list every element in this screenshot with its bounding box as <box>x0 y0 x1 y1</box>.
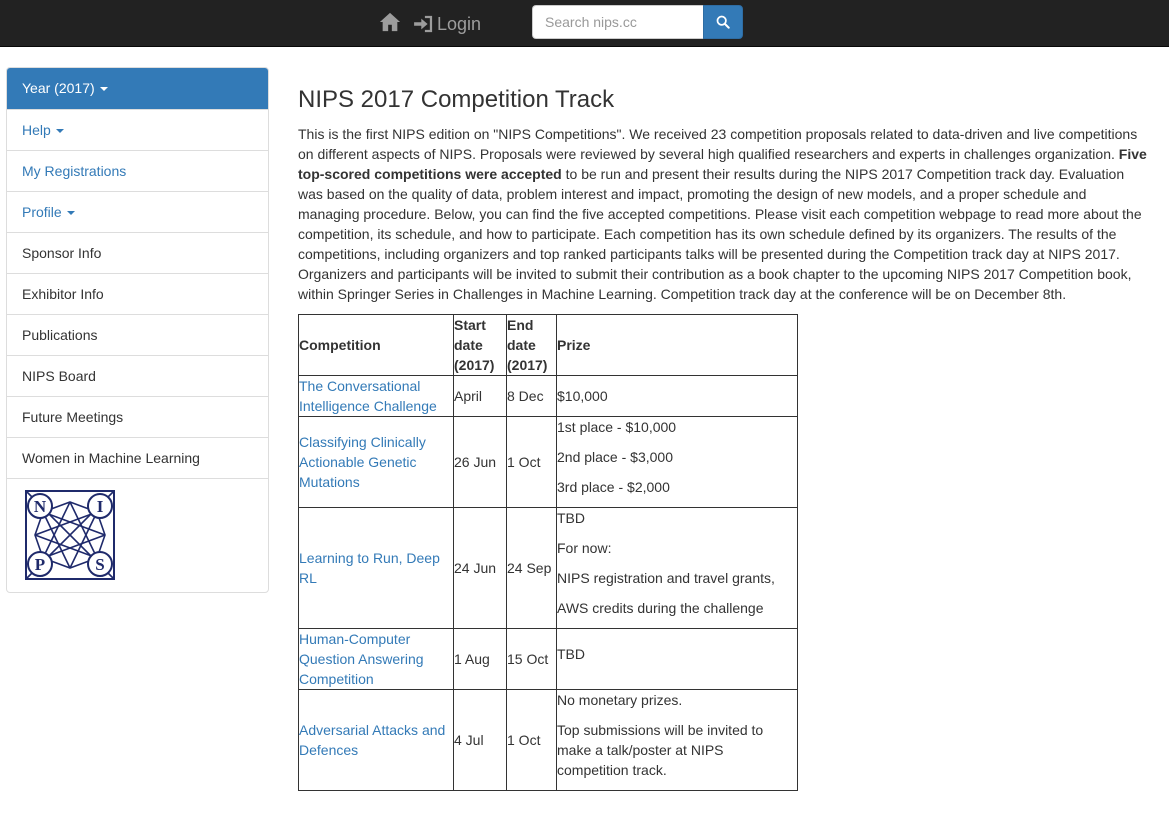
prize-line: NIPS registration and travel grants, <box>557 570 775 586</box>
prize-line: $10,000 <box>557 388 608 404</box>
col-header-start-date: Start date (2017) <box>454 315 507 376</box>
start-date-cell: 26 Jun <box>454 417 507 508</box>
table-row <box>299 376 798 417</box>
start-date-cell: 4 Jul <box>454 690 507 791</box>
sidebar-item-exhibitor-info[interactable] <box>7 273 268 314</box>
logo-container <box>7 478 268 592</box>
end-date-cell: 1 Oct <box>507 690 557 791</box>
competition-table <box>298 314 798 791</box>
competition-link[interactable]: Human-Computer Question Answering Competition <box>299 631 424 687</box>
prize-line: 2nd place - $3,000 <box>557 449 673 465</box>
prize-line: No monetary prizes. <box>557 692 683 708</box>
sidebar-item-publications[interactable] <box>7 314 268 355</box>
svg-text:S: S <box>95 555 105 574</box>
prize-cell <box>557 417 798 508</box>
competition-link[interactable]: Adversarial Attacks and Defences <box>299 722 446 758</box>
sidebar-item-label: Women in Machine Learning <box>22 450 200 466</box>
home-icon[interactable] <box>379 11 403 35</box>
sidebar-item-year[interactable] <box>7 68 268 109</box>
prize-cell <box>557 690 798 791</box>
svg-text:I: I <box>96 497 104 516</box>
prize-cell <box>557 508 798 629</box>
sidebar-item-label: My Registrations <box>22 163 127 179</box>
table-row <box>299 508 798 629</box>
prize-cell <box>557 376 798 417</box>
table-row <box>299 629 798 690</box>
start-date-cell: April <box>454 376 507 417</box>
intro-text-2: to be run and present their results during the NIPS 2017 Competition track day. Evaluation was based on the quality of data, problem interest and impact, promoting the design of new models, and a proper schedule and managing procedure. Below, you can find the five accepted competitions. Please visit each competition webpage to read more about the competition, its schedule, and how to participate. Each competition has its own schedule defined by its organizers. The results of the competitions, including organizers and top ranked participants talks will be presented during the Competition track day at NIPS 2017. Organizers and participants will be invited to submit their contribution as a book chapter to the upcoming NIPS 2017 Competition book, within Springer Series in Challenges in Machine Learning. Competition track day at the conference will be on December 8th. <box>298 166 1142 302</box>
prize-line: AWS credits during the challenge <box>557 600 764 616</box>
table-row <box>299 417 798 508</box>
end-date-cell: 15 Oct <box>507 629 557 690</box>
start-date-cell: 1 Aug <box>454 629 507 690</box>
main-content <box>298 84 1148 791</box>
caret-down-icon <box>100 87 108 91</box>
col-header-end-date: End date (2017) <box>507 315 557 376</box>
prize-line: TBD <box>557 510 585 526</box>
search-input[interactable] <box>532 5 703 39</box>
prize-line: TBD <box>557 646 585 662</box>
search-icon <box>716 15 730 29</box>
sidebar-item-label: Publications <box>22 327 98 343</box>
prize-line: Top submissions will be invited to make a talk/poster at NIPS competition track. <box>557 722 764 778</box>
table-header-row <box>299 315 798 376</box>
sidebar-item-nips-board[interactable] <box>7 355 268 396</box>
sidebar-item-label: NIPS Board <box>22 368 96 384</box>
col-header-prize: Prize <box>557 315 798 376</box>
sidebar-item-label: Year (2017) <box>22 80 95 96</box>
end-date-cell: 8 Dec <box>507 376 557 417</box>
sidebar-item-label: Future Meetings <box>22 409 124 425</box>
search-button[interactable] <box>703 5 743 39</box>
login-icon <box>414 15 434 33</box>
sidebar-item-profile[interactable] <box>7 191 268 232</box>
prize-cell <box>557 629 798 690</box>
sidebar <box>6 67 269 593</box>
col-header-competition: Competition <box>299 315 454 376</box>
end-date-cell: 1 Oct <box>507 417 557 508</box>
sidebar-item-label: Profile <box>22 204 62 220</box>
competition-link[interactable]: The Conversational Intelligence Challenge <box>299 378 437 414</box>
sidebar-item-my-registrations[interactable] <box>7 150 268 191</box>
caret-down-icon <box>56 129 64 133</box>
search-form <box>532 5 743 39</box>
intro-text-1: This is the first NIPS edition on "NIPS Competitions". We received 23 competition proposals related to data-driven and live competitions on different aspects of NIPS. Proposals were reviewed by several high qualified researchers and experts in challenges organization. <box>298 126 1138 162</box>
sidebar-item-future-meetings[interactable] <box>7 396 268 437</box>
nips-logo[interactable] <box>25 490 123 584</box>
prize-line: 3rd place - $2,000 <box>557 479 670 495</box>
svg-text:P: P <box>34 555 46 574</box>
prize-line: For now: <box>557 540 612 556</box>
intro-bold-text: Five top-scored competitions were accepted <box>298 146 1147 182</box>
login-link[interactable] <box>414 11 481 37</box>
intro-paragraph <box>298 124 1148 304</box>
table-row <box>299 690 798 791</box>
end-date-cell: 24 Sep <box>507 508 557 629</box>
sidebar-item-women-in-ml[interactable] <box>7 437 268 478</box>
start-date-cell: 24 Jun <box>454 508 507 629</box>
login-label: Login <box>437 13 482 34</box>
competition-link[interactable]: Classifying Clinically Actionable Genetic Mutations <box>299 434 426 490</box>
sidebar-item-help[interactable] <box>7 109 268 150</box>
caret-down-icon <box>67 211 75 215</box>
sidebar-item-label: Sponsor Info <box>22 245 102 261</box>
sidebar-item-sponsor-info[interactable] <box>7 232 268 273</box>
page-title: NIPS 2017 Competition Track <box>298 86 615 113</box>
competition-link[interactable]: Learning to Run, Deep RL <box>299 550 440 586</box>
prize-line: 1st place - $10,000 <box>557 419 677 435</box>
sidebar-item-label: Help <box>22 122 51 138</box>
svg-text:N: N <box>33 497 47 516</box>
sidebar-item-label: Exhibitor Info <box>22 286 104 302</box>
top-navbar <box>0 0 1169 47</box>
